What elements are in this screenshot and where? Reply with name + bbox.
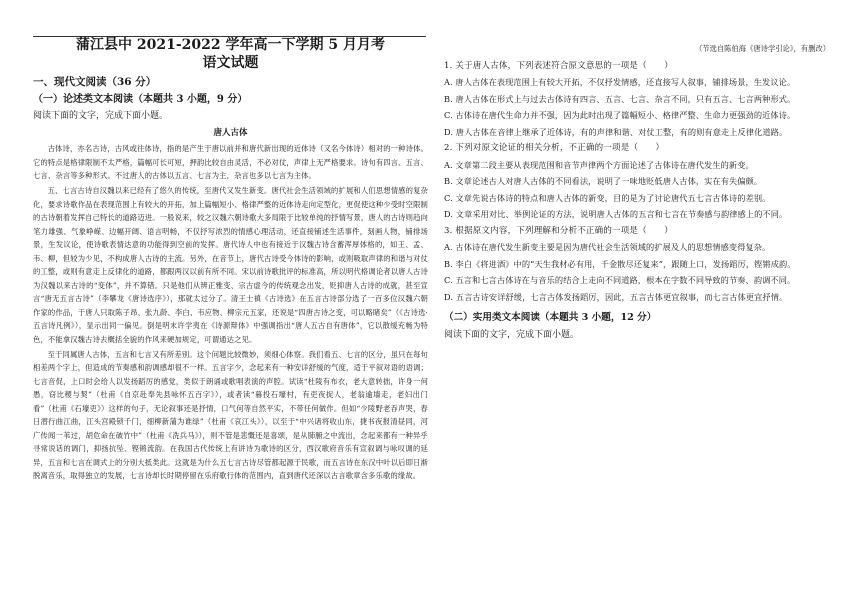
question-1-option-b: B. 唐人古体在形式上与过去古体诗有四言、五言、七言、杂言不同，只有五言、七言两种形式。 xyxy=(444,93,796,104)
question-3-option-d: D. 五言古诗安详舒缓，七言古体发扬蹈厉，因此，五言古体更宜叙事，而七言古体更宜抒情。 xyxy=(444,291,788,302)
reading-instruction-2: 阅读下面的文字，完成下面小题。 xyxy=(444,329,580,340)
subsection-2-heading: （二）实用类文本阅读（本题共 3 小题，12 分） xyxy=(444,311,657,323)
right-column xyxy=(444,40,830,345)
question-2-option-c: C. 文章先说古体诗的特点和唐人古体的新变，目的是为了讨论唐代五七言古体诗的差别。 xyxy=(444,192,771,203)
exam-subject: 语文试题 xyxy=(202,55,259,71)
question-3-stem: 3. 根据原文内容，下列理解和分析不正确的一项是（ ） xyxy=(444,225,673,236)
question-2-option-d: D. 文章采用对比、举例论证的方法，说明唐人古体的五言和七言在节奏感与韵律感上的不同。 xyxy=(444,209,788,219)
exam-title: 蒲江县中 2021-2022 学年高一下学期 5 月月考 xyxy=(76,37,385,53)
question-3-option-c: C. 五言和七言古体诗在与音乐的结合上走向不同道路，根本在字数不同导致的节奏、韵调不同。 xyxy=(444,275,796,285)
article-paragraph-3: 至于同属唐人古体，五言和七言又有所差别。这个问题比较微妙，须细心体察。我们看五、七言的区分，虽只在每句相差两个字上，但造成的节奏感和韵调感却很不一样。五言字少，念起来有一种安详舒缓的气度，适于平叙对语的语调；七言音促，上口时会给人以发扬蹈厉的感觉，类似于朗诵或歌唱表演的声腔。试读“杜陵有布衣，老大意转拙，许身一何愚，窃比稷与契”（杜甫《自京赴奉先县咏怀五百字》），或者读“暮投石壕村，有吏夜捉人，老翁逾墙走，老妇出门看”（杜甫《石壕吏》）这样的句子，无论叙事还是抒情，口气何等自然平实，不带任何做作。但如“少陵野老吞声哭，春日潜行曲江曲，江头宫殿锁千门，细柳新蒲为谁绿”（杜甫《哀江头》），以至于“中兴诸将收山东，捷书夜报清昼同，河广传闻一苇过，胡危命在破竹中”（杜甫《洗兵马》），则不管是悲慨还是喜颂，是从肺腑之中流出，念起来都有一种异乎寻常说话的调门，抑扬抗坠、铿锵流韵。在我国古代传统上有讲诗为歌诗的区分，西汉歌府音乐有宣叙调与咏叹调的延异，五言和七言在调式上的分别大抵类此。这就是为什么五七言古诗尽管都起源于民歌，而五言诗在东汉中叶以后即日渐脱离音乐，取得独立的发展，七言诗却长时期停留在乐府歌行体的范围内，直到唐代还深以古言歌章含多乐歌的缘故。 xyxy=(33,349,428,480)
question-1-option-c: C. 古体诗在唐代生命力并不强，因为此时出现了篇幅短小、格律严整、生命力更强劲的近体诗。 xyxy=(444,110,796,120)
section-heading: 一、现代文阅读（36 分） xyxy=(33,76,157,88)
question-2-option-a: A. 文章第二段主要从表现范围和音节声律两个方面论述了古体诗在唐代发生的新变。 xyxy=(444,159,754,170)
article-paragraph-1: 古体诗，亦名古诗，古风或往体诗，指的是产生于唐以前并和唐代新出现的近体诗（又名今体诗）相对的一种诗体。它的特点是格律限制不太严格，篇幅可长可短，押韵比较自由灵活，不必对仗，声律上无严格要求。诗句有四言、五言、七言、杂言等多种形式。不过唐人的古体以五言、七言为主，杂言也多以七言为主体。 xyxy=(33,144,428,180)
question-1-option-a: A. 唐人古体在表现范围上有较大开拓，不仅抒发情感，还直接写人叙事，铺排场景，生发议论。 xyxy=(444,77,796,87)
left-column xyxy=(33,36,428,484)
question-1-stem: 1. 关于唐人古体，下列表述符合原文意思的一项是（ ） xyxy=(444,60,673,71)
question-2-stem: 2. 下列对原文论证的相关分析，不正确的一项是（ ） xyxy=(444,143,665,153)
article-title: 唐人古体 xyxy=(213,128,248,138)
article-source: （节选自陈伯海《唐诗学引论》，有删改） xyxy=(695,44,830,53)
question-3-option-a: A. 古体诗在唐代发生新变主要是因为唐代社会生活领域的扩展及人的思想情感变得复杂。 xyxy=(444,242,771,252)
subsection-heading: （一）论述类文本阅读（本题共 3 小题，9 分） xyxy=(33,94,248,105)
article-paragraph-2: 五、七言古诗自汉魏以来已经有了悠久的传统，至唐代又发生新变。唐代社会生活领域的扩展和人们思想情感的复杂化，要求诗歌作品在表现范围上有较大的开拓，加上篇幅短小、格律严整的近体诗走向定型化，更促使这种少受时空限制的古诗朝着发挥自己特长的道路迈进。一般说来，较之汉魏六朝诗歌大多局限于比较单纯的抒情写景，唐人的古诗则趋向笔力雄强、气象峥嵘、边幅开阔、语言明畅，不仅抒写浓烈的情感心理活动，还直接铺述生活事件，刻画人物，铺排场景，生发议论，使诗歌表情达意的功能得到空前的发挥。唐代诗人中也有接近于汉魏古诗含蓄浑厚体格的，如王、孟、韦、柳，但较为少见，不构成唐人古诗的主流。另外，在音节上，唐代古诗受今体诗的影响，或则吸取声律的和谐与对仗的工整，或则有意走上反律化的道路，都跟两汉以前有所不同。宋以前诗歌批评的标准高，所以明代格调论者以唐人古诗为汉魏以来古诗的“变体”，并不算错。只是他们从辨正雅变、宗古虚今的传统观念出发，贬抑唐人古诗的成就，甚至宣言“唐无五言古诗”（李攀龙《唐诗选序》），那就太过分了。清王士禛《古诗选》在五言古诗部分选了一百多位汉魏六朝作家的作品，于唐人只取陈子昂、张九龄、李白、韦应物、柳宗元五家，还说是“四唐古诗之变，可以略睹矣”（《古诗选·五言诗凡例》），显示出同一偏见。倒是明末许学夷在《诗源辩体》中强调指出“唐人五古自有唐体”，它以散缓充畅为特色，不能拿汉魏古诗去概括全貌的作风来硬加规定，可谓通达之见。 xyxy=(33,186,428,344)
reading-instruction: 阅读下面的文字，完成下面小题。 xyxy=(33,111,169,121)
question-1-option-d: D. 唐人古体在音律上继承了近体诗，有的声律和谐、对仗工整，有的则有意走上反律化道路。 xyxy=(444,126,788,137)
question-2-option-b: B. 文章论述古人对唐人古体的不同看法，说明了一味地贬低唐人古体，实在有失偏颇。 xyxy=(444,176,763,186)
question-3-option-b: B. 李白《将进酒》中的“天生我材必有用，千金散尽还复来”，跟随上口，发扬蹈厉，铿锵成韵。 xyxy=(444,258,796,269)
